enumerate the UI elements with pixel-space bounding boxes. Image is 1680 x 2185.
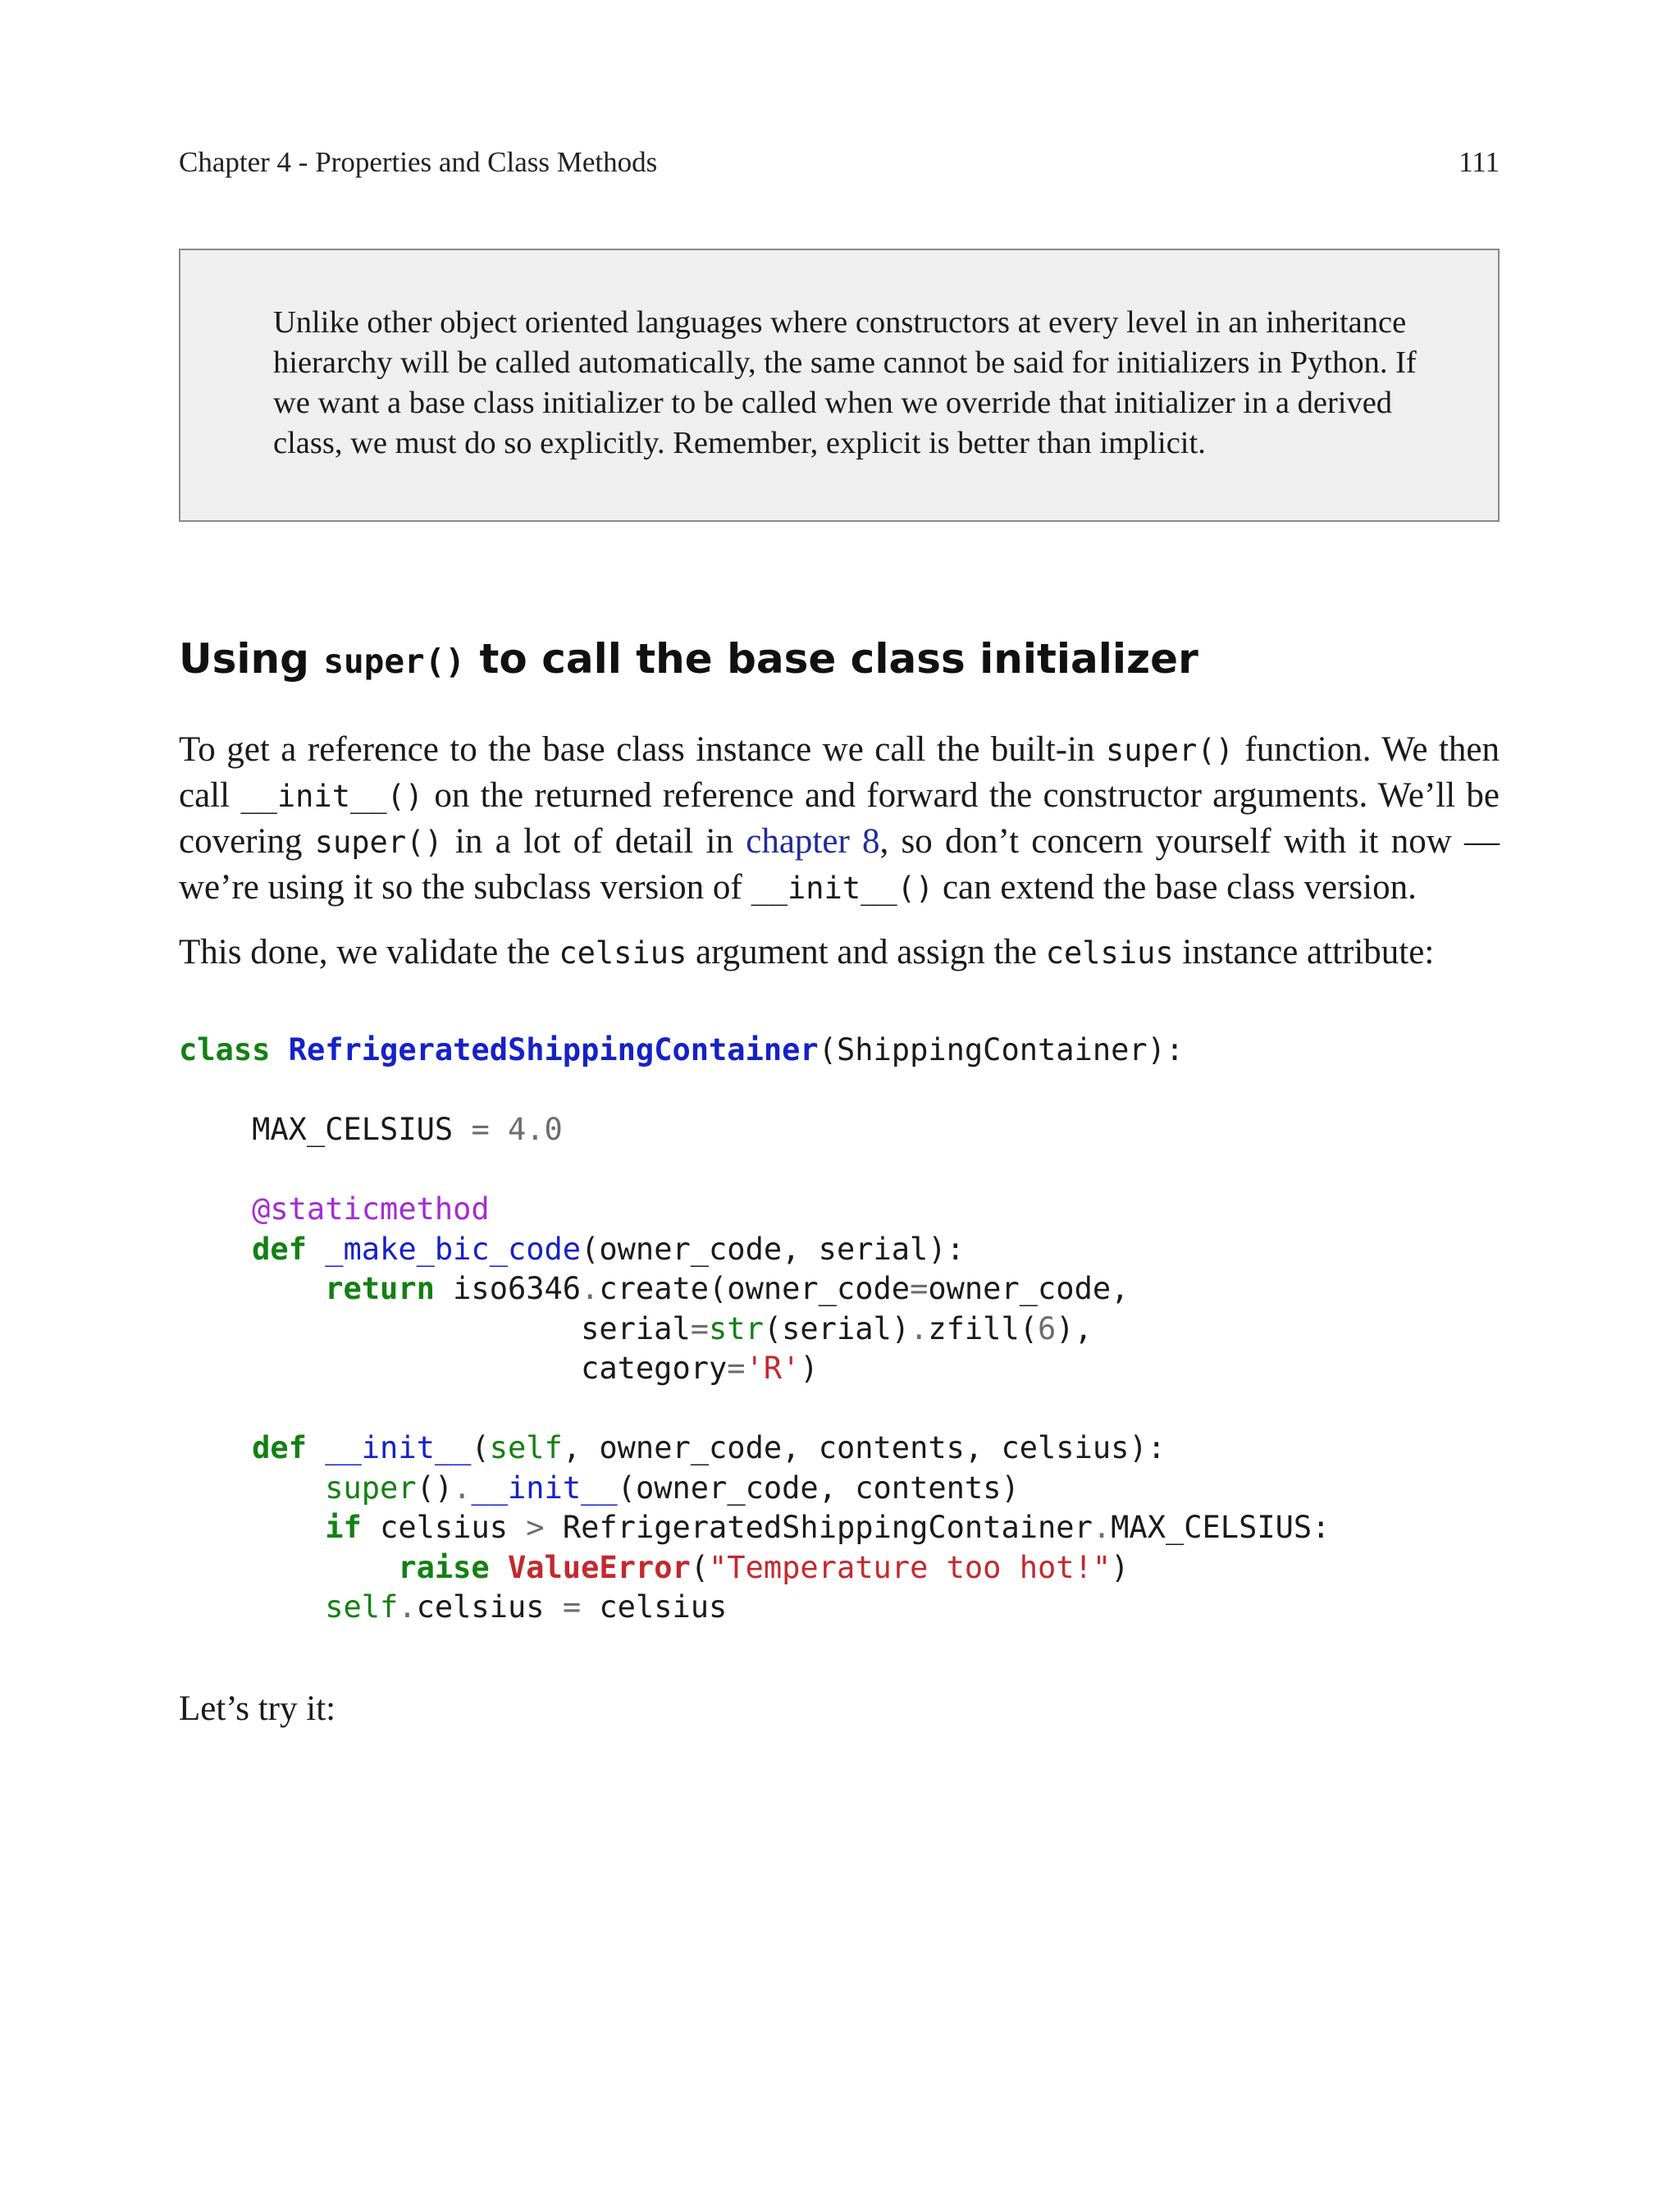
inline-code: __init__() <box>751 871 934 906</box>
code-text: category <box>581 1351 728 1386</box>
code-text: serial <box>581 1310 691 1346</box>
code-text: owner_code, <box>928 1271 1130 1306</box>
operator: . <box>398 1589 417 1625</box>
operator: = <box>690 1310 710 1346</box>
operator: . <box>453 1470 472 1506</box>
exception-name: ValueError <box>507 1549 691 1585</box>
paragraph-try-it: Let’s try it: <box>179 1689 336 1728</box>
keyword: def <box>252 1430 307 1465</box>
number: 6 <box>1038 1310 1057 1346</box>
inline-code: __init__() <box>240 779 424 814</box>
text: on the returned reference and forward the constructor arguments. We’ll be covering <box>179 776 1500 861</box>
function-name: _make_bic_code <box>325 1231 582 1267</box>
code-text: MAX_CELSIUS <box>252 1112 454 1147</box>
chapter-8-link[interactable]: chapter 8 <box>746 822 880 861</box>
code-text: iso6346 <box>453 1271 582 1306</box>
inline-code: celsius <box>559 935 687 971</box>
chapter-title: Chapter 4 - Properties and Class Methods <box>179 146 658 178</box>
decorator: @staticmethod <box>252 1191 490 1227</box>
builtin: super <box>325 1470 417 1506</box>
code-text: , owner_code, contents, celsius): <box>562 1430 1166 1465</box>
class-name: RefrigeratedShippingContainer <box>288 1032 819 1067</box>
operator: . <box>581 1271 600 1306</box>
builtin: self <box>325 1589 399 1625</box>
paragraph-validate <box>179 930 1500 976</box>
code-text: ) <box>1111 1549 1130 1585</box>
code-text: zfill( <box>928 1310 1038 1346</box>
function-name: __init__ <box>325 1430 472 1465</box>
keyword: raise <box>398 1549 490 1585</box>
section-title-prefix: Using <box>179 635 309 683</box>
code-text: MAX_CELSIUS: <box>1111 1510 1331 1545</box>
running-header <box>179 146 1500 187</box>
operator: . <box>1092 1510 1112 1545</box>
number: 4.0 <box>508 1112 563 1147</box>
aside-box <box>179 249 1500 522</box>
operator: > <box>526 1510 545 1545</box>
string: 'R' <box>745 1351 801 1386</box>
paragraph-super-intro <box>179 727 1500 911</box>
keyword: return <box>325 1271 435 1306</box>
text: function. We then call <box>179 730 1500 815</box>
keyword: class <box>179 1032 271 1067</box>
keyword: if <box>325 1510 362 1545</box>
section-title-suffix: to call the base class initializer <box>479 635 1198 683</box>
text: To get a reference to the base class instance we call the built-in <box>179 730 1107 769</box>
code-text: (serial) <box>763 1310 911 1346</box>
operator: . <box>910 1310 929 1346</box>
function-name: __init__ <box>471 1470 618 1506</box>
keyword: def <box>252 1231 307 1267</box>
builtin: str <box>709 1310 764 1346</box>
code-text: () <box>416 1470 454 1506</box>
text: , so don’t concern yourself with it now — we’re using it so the subclass version of <box>179 822 1500 907</box>
aside-text: Unlike other object oriented languages where constructors at every level in an inheritance hierarchy will be called automatically, the same cannot be said for initializers in Python. If we want a base class initializer to be called when we override that initializer in a derived class, we must do so explicitly. Remember, explicit is better than implicit. <box>273 305 1417 460</box>
section-title <box>179 630 1198 690</box>
code-text: ( <box>690 1549 710 1585</box>
code-text: celsius <box>599 1589 728 1625</box>
code-text: celsius <box>380 1510 508 1545</box>
code-text: ( <box>471 1430 490 1465</box>
code-block <box>179 1031 1330 1628</box>
string: "Temperature too hot!" <box>709 1549 1112 1585</box>
code-text: ), <box>1056 1310 1093 1346</box>
inline-code: super() <box>1106 733 1234 768</box>
operator: = <box>562 1589 582 1625</box>
text: argument and assign the <box>687 933 1046 971</box>
code-text: celsius <box>416 1589 545 1625</box>
text: in a lot of detail in <box>442 822 746 861</box>
section-title-code: super() <box>323 642 466 681</box>
builtin: self <box>489 1430 563 1465</box>
text: instance attribute: <box>1173 933 1435 971</box>
text: can extend the base class version. <box>934 868 1417 907</box>
operator: = <box>727 1351 746 1386</box>
operator: = <box>910 1271 929 1306</box>
code-text: (ShippingContainer): <box>818 1032 1185 1067</box>
code-text: (owner_code, contents) <box>617 1470 1020 1506</box>
operator: = <box>471 1112 490 1147</box>
page-number: 111 <box>1459 146 1500 178</box>
text: This done, we validate the <box>179 933 559 971</box>
code-text: RefrigeratedShippingContainer <box>562 1510 1093 1545</box>
code-text: (owner_code, serial): <box>581 1231 965 1267</box>
inline-code: celsius <box>1045 935 1174 971</box>
inline-code: super() <box>314 825 443 860</box>
code-text: ) <box>800 1351 819 1386</box>
code-text: create(owner_code <box>599 1271 911 1306</box>
